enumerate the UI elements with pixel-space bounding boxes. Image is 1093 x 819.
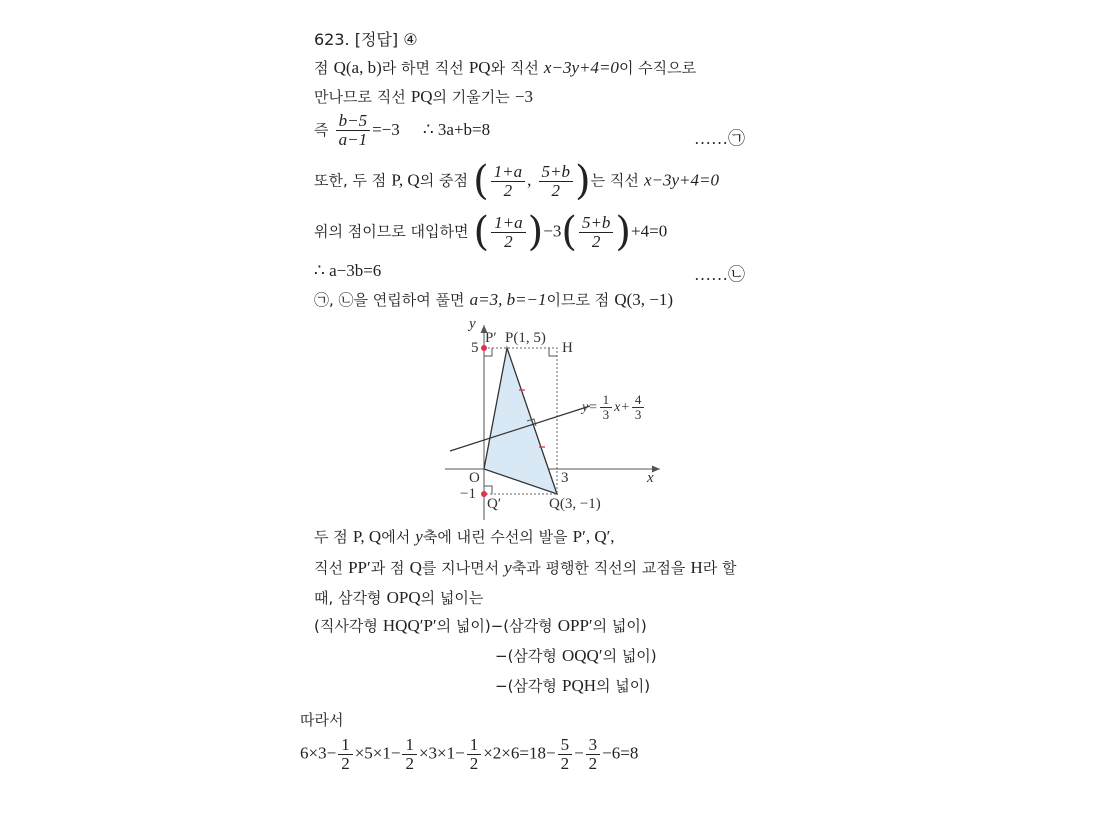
text-line-12 [495,645,657,667]
fraction-numerator: 3 [586,736,601,755]
math: , [527,170,532,190]
text: 직선 [314,559,343,577]
text: 의 넓이) [596,677,651,695]
fraction-denominator: 3 [602,407,610,422]
tick-label-5: 5 [471,340,479,356]
fraction-denominator: 2 [503,180,513,200]
math-equation-1: ∴ 3a+b=8 [422,120,491,139]
right-angle-mark [549,348,557,356]
text: 의 넓이) [602,647,657,665]
y-axis-label: y [469,316,476,332]
triangle-opq [484,348,557,494]
equation-tag-1: ……㉠ [694,129,745,148]
text: 와 직선 [490,59,539,77]
text: (직사각형 [314,617,378,635]
math-points: P, Q [391,170,420,190]
fraction-numerator: 1+a [491,214,525,233]
text: 의 기울기는 [432,88,510,106]
line-equation-x: x+ [614,399,630,415]
p-prime-label: P′ [485,330,497,346]
math-pq: PQ [468,58,491,77]
text-line-5: 위의 점이므로 대입하면 ( $\frac{1+a}{2}$ )−3( $\frac{5+b}{2}$ )+4=0 [314,209,668,255]
text: 위의 점이므로 대입하면 [314,222,469,241]
text: 의 넓이는 [420,589,484,607]
fraction [402,736,417,773]
fraction-numerator: 1 [600,393,613,408]
tick-label-3: 3 [561,470,569,486]
math-q: Q [409,558,422,577]
text: 는 직선 [590,171,639,190]
fraction-numerator: 5+b [539,163,573,182]
fraction-denominator: 2 [560,754,570,773]
math: ×3×1− [418,743,465,763]
math-point-q: Q(a, b) [333,58,382,77]
math: =−3 [372,120,400,139]
fraction-denominator: 2 [551,180,560,200]
fraction [338,736,353,773]
fraction-numerator: 1 [338,736,353,755]
math-point-q: Q(3, −1) [614,290,674,309]
math-opq: OPQ [386,588,421,607]
math: 6×3− [300,743,337,763]
text: 만나므로 직선 [314,88,406,106]
fraction-denominator: 3 [634,407,642,422]
fraction-denominator: a−1 [338,130,368,149]
text-line-13 [495,675,650,697]
fraction-numerator: 1 [467,736,482,755]
text-line-14: 따라서 [300,711,344,729]
tick-label-neg-one: −1 [460,486,476,502]
math: −3 [543,221,562,241]
text: 즉 [314,121,329,139]
math: ×5×1− [354,743,401,763]
math-solution: a=3, b=−1 [469,290,547,309]
fraction-denominator: 2 [591,231,601,251]
line-equation-label [582,393,646,422]
fraction-denominator: 2 [405,754,414,773]
x-axis-label: x [647,470,654,486]
fraction-numerator: 5 [558,736,573,755]
math: +4=0 [631,221,668,241]
h-label: H [562,340,573,356]
text: 이므로 점 [546,291,610,309]
text: 두 점 [314,528,348,546]
fraction-denominator: 2 [341,754,350,773]
text: −(삼각형 [495,677,557,695]
text: ㉠, ㉡을 연립하여 풀면 [314,291,465,309]
fraction-numerator: 4 [632,393,645,408]
p-label: P(1, 5) [505,330,546,346]
text-line-10 [314,587,483,609]
math-y: y [504,558,512,577]
fraction-denominator: 2 [588,754,598,773]
text: −(삼각형 [495,647,557,665]
text-line-4: 또한, 두 점 P, Q의 중점 ( $\frac{1+a}{2}$ , $\frac{5+b}{2}$ )는 직선 x−3y+4=0 [314,158,719,204]
math-slope: −3 [514,87,533,106]
text: 의 넓이)−(삼각형 [436,617,553,635]
text: 과 점 [370,559,405,577]
text-line-11 [314,615,647,637]
fraction [467,736,482,773]
fraction-numerator: b−5 [336,112,370,131]
fraction-denominator: 2 [504,231,513,251]
text: 의 중점 [419,171,468,190]
text-line-8 [314,526,615,548]
text: 때, 삼각형 [314,589,382,607]
math-triangle: OPP′ [557,616,593,635]
math-rectangle: HQQ′P′ [382,616,437,635]
math: ×2×6=18− [483,743,556,763]
math-h: H [690,558,703,577]
text: 또한, 두 점 [314,171,387,190]
fraction-numerator: 5+b [579,214,613,233]
math-line-equation: x−3y+4=0 [643,170,719,190]
math: −6=8 [602,743,639,763]
line-equation-lhs: y= [582,399,598,415]
text-line-9 [314,557,737,579]
math-triangle: PQH [562,676,597,695]
math-equation-2: ∴ a−3b=6 [314,261,382,280]
fraction [600,393,613,422]
origin-label: O [469,470,480,486]
text: 의 넓이) [592,617,647,635]
text: 이 수직으로 [618,59,697,77]
math-line-equation: x−3y+4=0 [543,58,619,77]
math-pq: PQ [410,87,433,106]
text: 라 하면 직선 [381,59,464,77]
fraction [558,736,573,773]
final-computation [300,736,638,773]
text: 에서 [381,528,411,546]
q-label: Q(3, −1) [549,496,601,512]
fraction [632,393,645,422]
math-triangle: OQQ′ [562,646,603,665]
fraction-numerator: 1 [402,736,417,755]
math-pp-prime: PP′ [348,558,371,577]
fraction-numerator: 1+a [491,163,525,182]
text: 축에 내린 수선의 발을 [422,528,568,546]
math-feet-points: P′, Q′, [572,527,615,546]
math: − [574,743,584,763]
fraction [586,736,601,773]
fraction-denominator: 2 [469,754,479,773]
text: 라 할 [702,559,737,577]
text: 를 지나면서 [421,559,500,577]
math-points: P, Q [352,527,382,546]
text: 축과 평행한 직선의 교점을 [511,559,686,577]
answer-header: 623. [정답] ④ [314,30,418,49]
equation-tag-2: ……㉡ [694,265,745,284]
math-y: y [415,527,423,546]
q-prime-label: Q′ [487,496,502,512]
text: 점 [314,59,329,77]
